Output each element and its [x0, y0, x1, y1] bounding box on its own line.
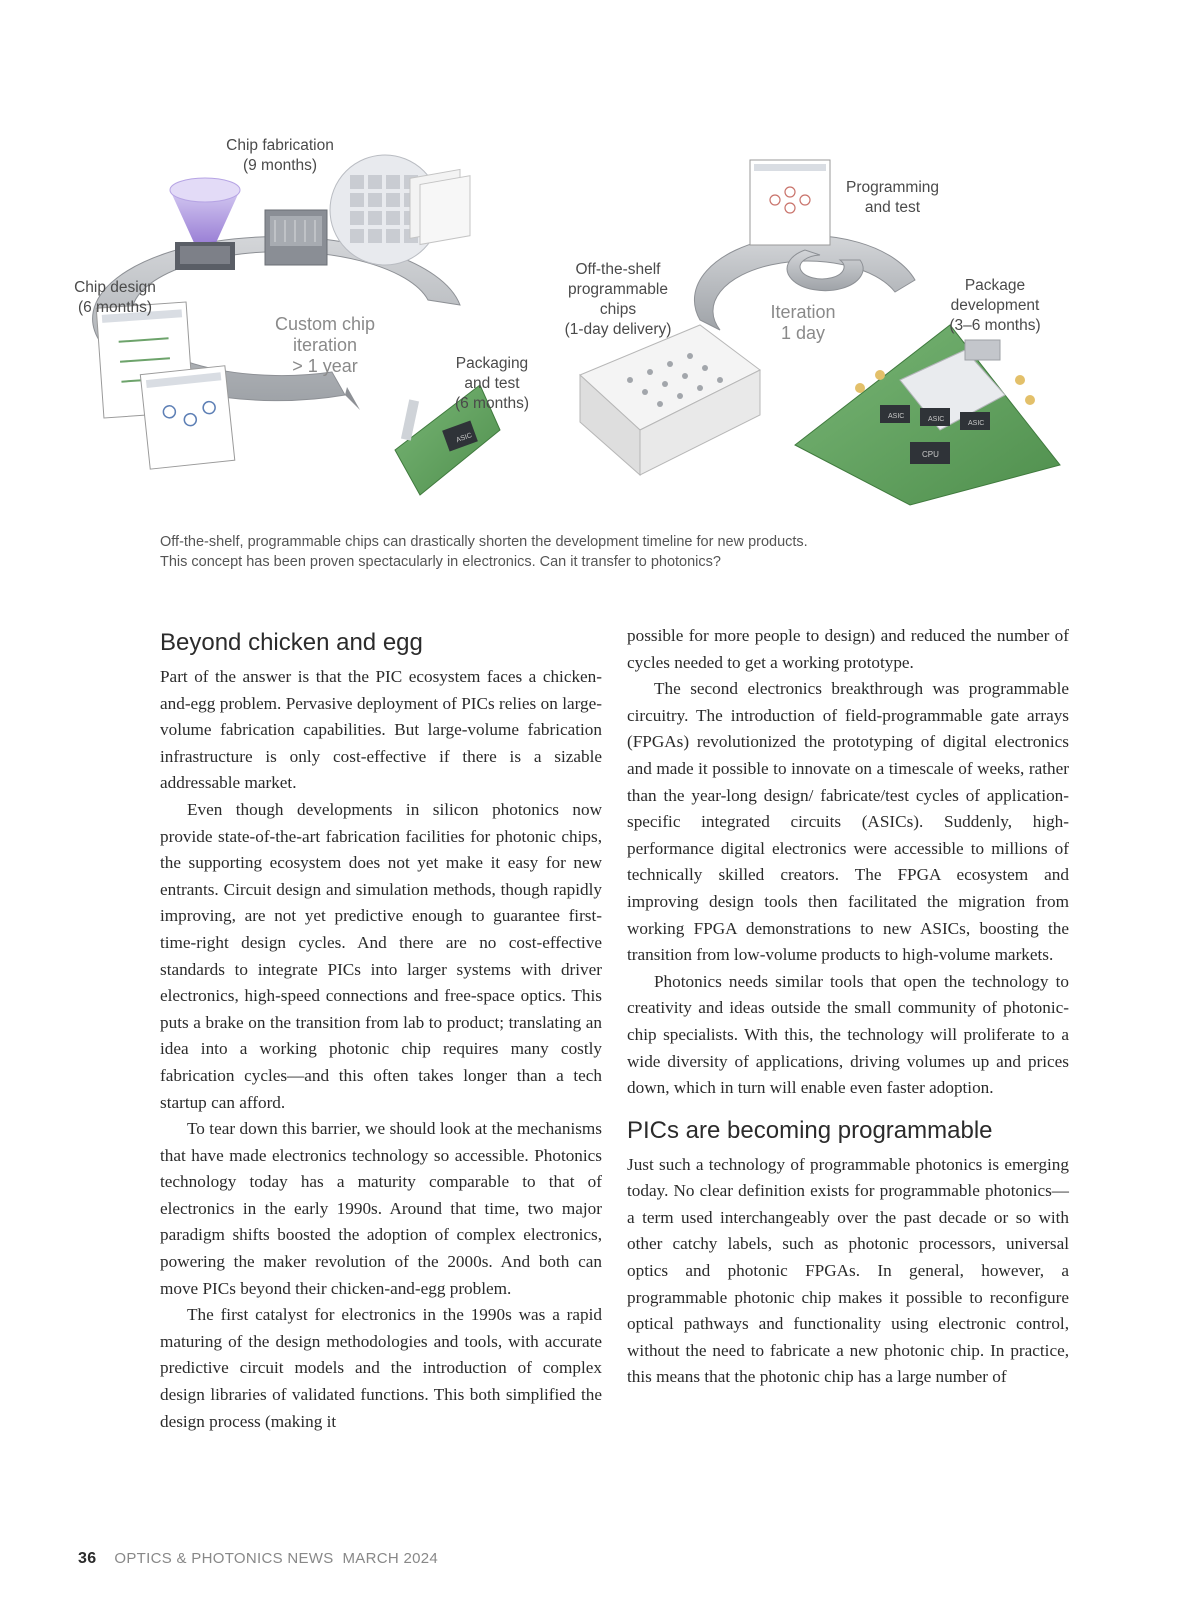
page-footer	[78, 1550, 438, 1568]
paragraph: To tear down this barrier, we should look at the mechanisms that have made electronics technology so accessible. Photonics technology today has a maturity comparable to that of electronics in the early 1990s. Around that time, two major paradigm shifts boosted the adoption of complex electronics, powering the maker revolution of the 2000s. And both can move PICs beyond their chicken-and-egg problem.	[160, 1119, 602, 1298]
heading-pics-programmable: PICs are becoming programmable	[627, 1116, 993, 1144]
programmable-chip-stack	[580, 325, 760, 475]
label-package-development: Package development (3–6 months)	[949, 277, 1041, 334]
label-custom-iteration: Custom chip iteration > 1 year	[274, 314, 376, 376]
asic-label-right-2: ASIC	[928, 416, 945, 423]
asic-label-right-1: ASIC	[888, 413, 905, 420]
publication-name: OPTICS & PHOTONICS NEWS	[114, 1550, 334, 1567]
diced-chips	[410, 169, 470, 244]
figure-caption	[160, 532, 1040, 572]
right-column	[627, 623, 1069, 1391]
package-pcb-right	[795, 325, 1060, 505]
design-software-windows	[96, 302, 235, 469]
paragraph: The first catalyst for electronics in the 1990s was a rapid maturing of the design methodologies and tools, with accurate predictive circuit models and the introduction of complex design libraries of validated functions. This both simplified the design process (making it	[160, 1305, 602, 1431]
paragraph: Part of the answer is that the PIC ecosystem faces a chicken-and-egg problem. Pervasive deployment of PICs relies on large-volume fabrication capabilities. But large-volume fabrication infrastructure is only cost-effective if there is a sizable addressable market.	[160, 667, 602, 793]
cpu-label: CPU	[922, 450, 939, 459]
label-chip-design: Chip design (6 months)	[74, 279, 156, 316]
paragraph: The second electronics breakthrough was programmable circuitry. The introduction of field-programmable gate arrays (FPGAs) revolutionized the prototyping of digital electronics and made it possible to innovate on a timescale of weeks, rather than the year-long design/ fabricate/test cycles of application-specific integrated circuits (ASICs). Suddenly, high-performance digital electronics were accessible to millions of technically skilled creators. The FPGA ecosystem and improving design tools then facilitated the migration from working FPGA demonstrations to new ASICs, boosting the transition from low-volume products to high-volume markets.	[627, 679, 1069, 965]
label-chip-fabrication: Chip fabrication (9 months)	[226, 137, 334, 174]
fab-machine	[265, 210, 327, 265]
caption-line-2: This concept has been proven spectacularly in electronics. Can it transfer to photonics?	[160, 554, 721, 570]
caption-line-1: Off-the-shelf, programmable chips can drastically shorten the development timeline for new products.	[160, 534, 808, 550]
paragraph: Just such a technology of programmable photonics is emerging today. No clear definition exists for programmable photonics—a term used interchangeably over the past decade or so with other catchy labels, such as photonic processors, universal optics and photonic FPGAs. In general, however, a programmable photonic chip makes it possible to reconfigure optical pathways and functionality using electronic control, without the need to fabricate a new photonic chip. In practice, this means that the photonic chip has a large number of	[627, 1154, 1069, 1387]
asic-label-right-3: ASIC	[968, 420, 985, 427]
heading-beyond-chicken-egg: Beyond chicken and egg	[160, 629, 423, 656]
issue-date: MARCH 2024	[342, 1550, 439, 1567]
label-off-the-shelf: Off-the-shelf programmable chips (1-day delivery)	[564, 261, 672, 338]
programming-software-window	[750, 160, 830, 245]
paragraph: Even though developments in silicon photonics now provide state-of-the-art fabrication facilities for photonic chips, the supporting ecosystem does not yet make it easy for new entrants. Circuit design and simulation methods, though rapidly improving, are not yet predictive enough to guarantee first-time-right design cycles. And there are no cost-effective standards to integrate PICs into larger systems with driver electronics, high-speed connections and free-space optics. This puts a brake on the transition from lab to product; translating an idea into a working photonic chip requires many costly fabrication cycles—and this often takes longer than a tech startup can afford.	[160, 799, 602, 1112]
lithography-cone	[170, 178, 240, 270]
page-number: 36	[78, 1550, 97, 1567]
paragraph: possible for more people to design) and reduced the number of cycles needed to get a working prototype.	[627, 626, 1069, 672]
label-iteration: Iteration 1 day	[770, 302, 836, 343]
label-programming-test: Programming and test	[845, 179, 940, 216]
label-packaging-test: Packaging and test (6 months)	[454, 355, 530, 412]
paragraph: Photonics needs similar tools that open the technology to creativity and ideas outside the small community of photonic-chip specialists. With this, the technology will proliferate to a wide diversity of applications, driving volumes up and prices down, which in turn will enable even faster adoption.	[627, 971, 1069, 1098]
asic-label-left: ASIC	[455, 432, 474, 445]
development-timeline-figure	[60, 130, 1100, 510]
left-column	[160, 628, 602, 1435]
